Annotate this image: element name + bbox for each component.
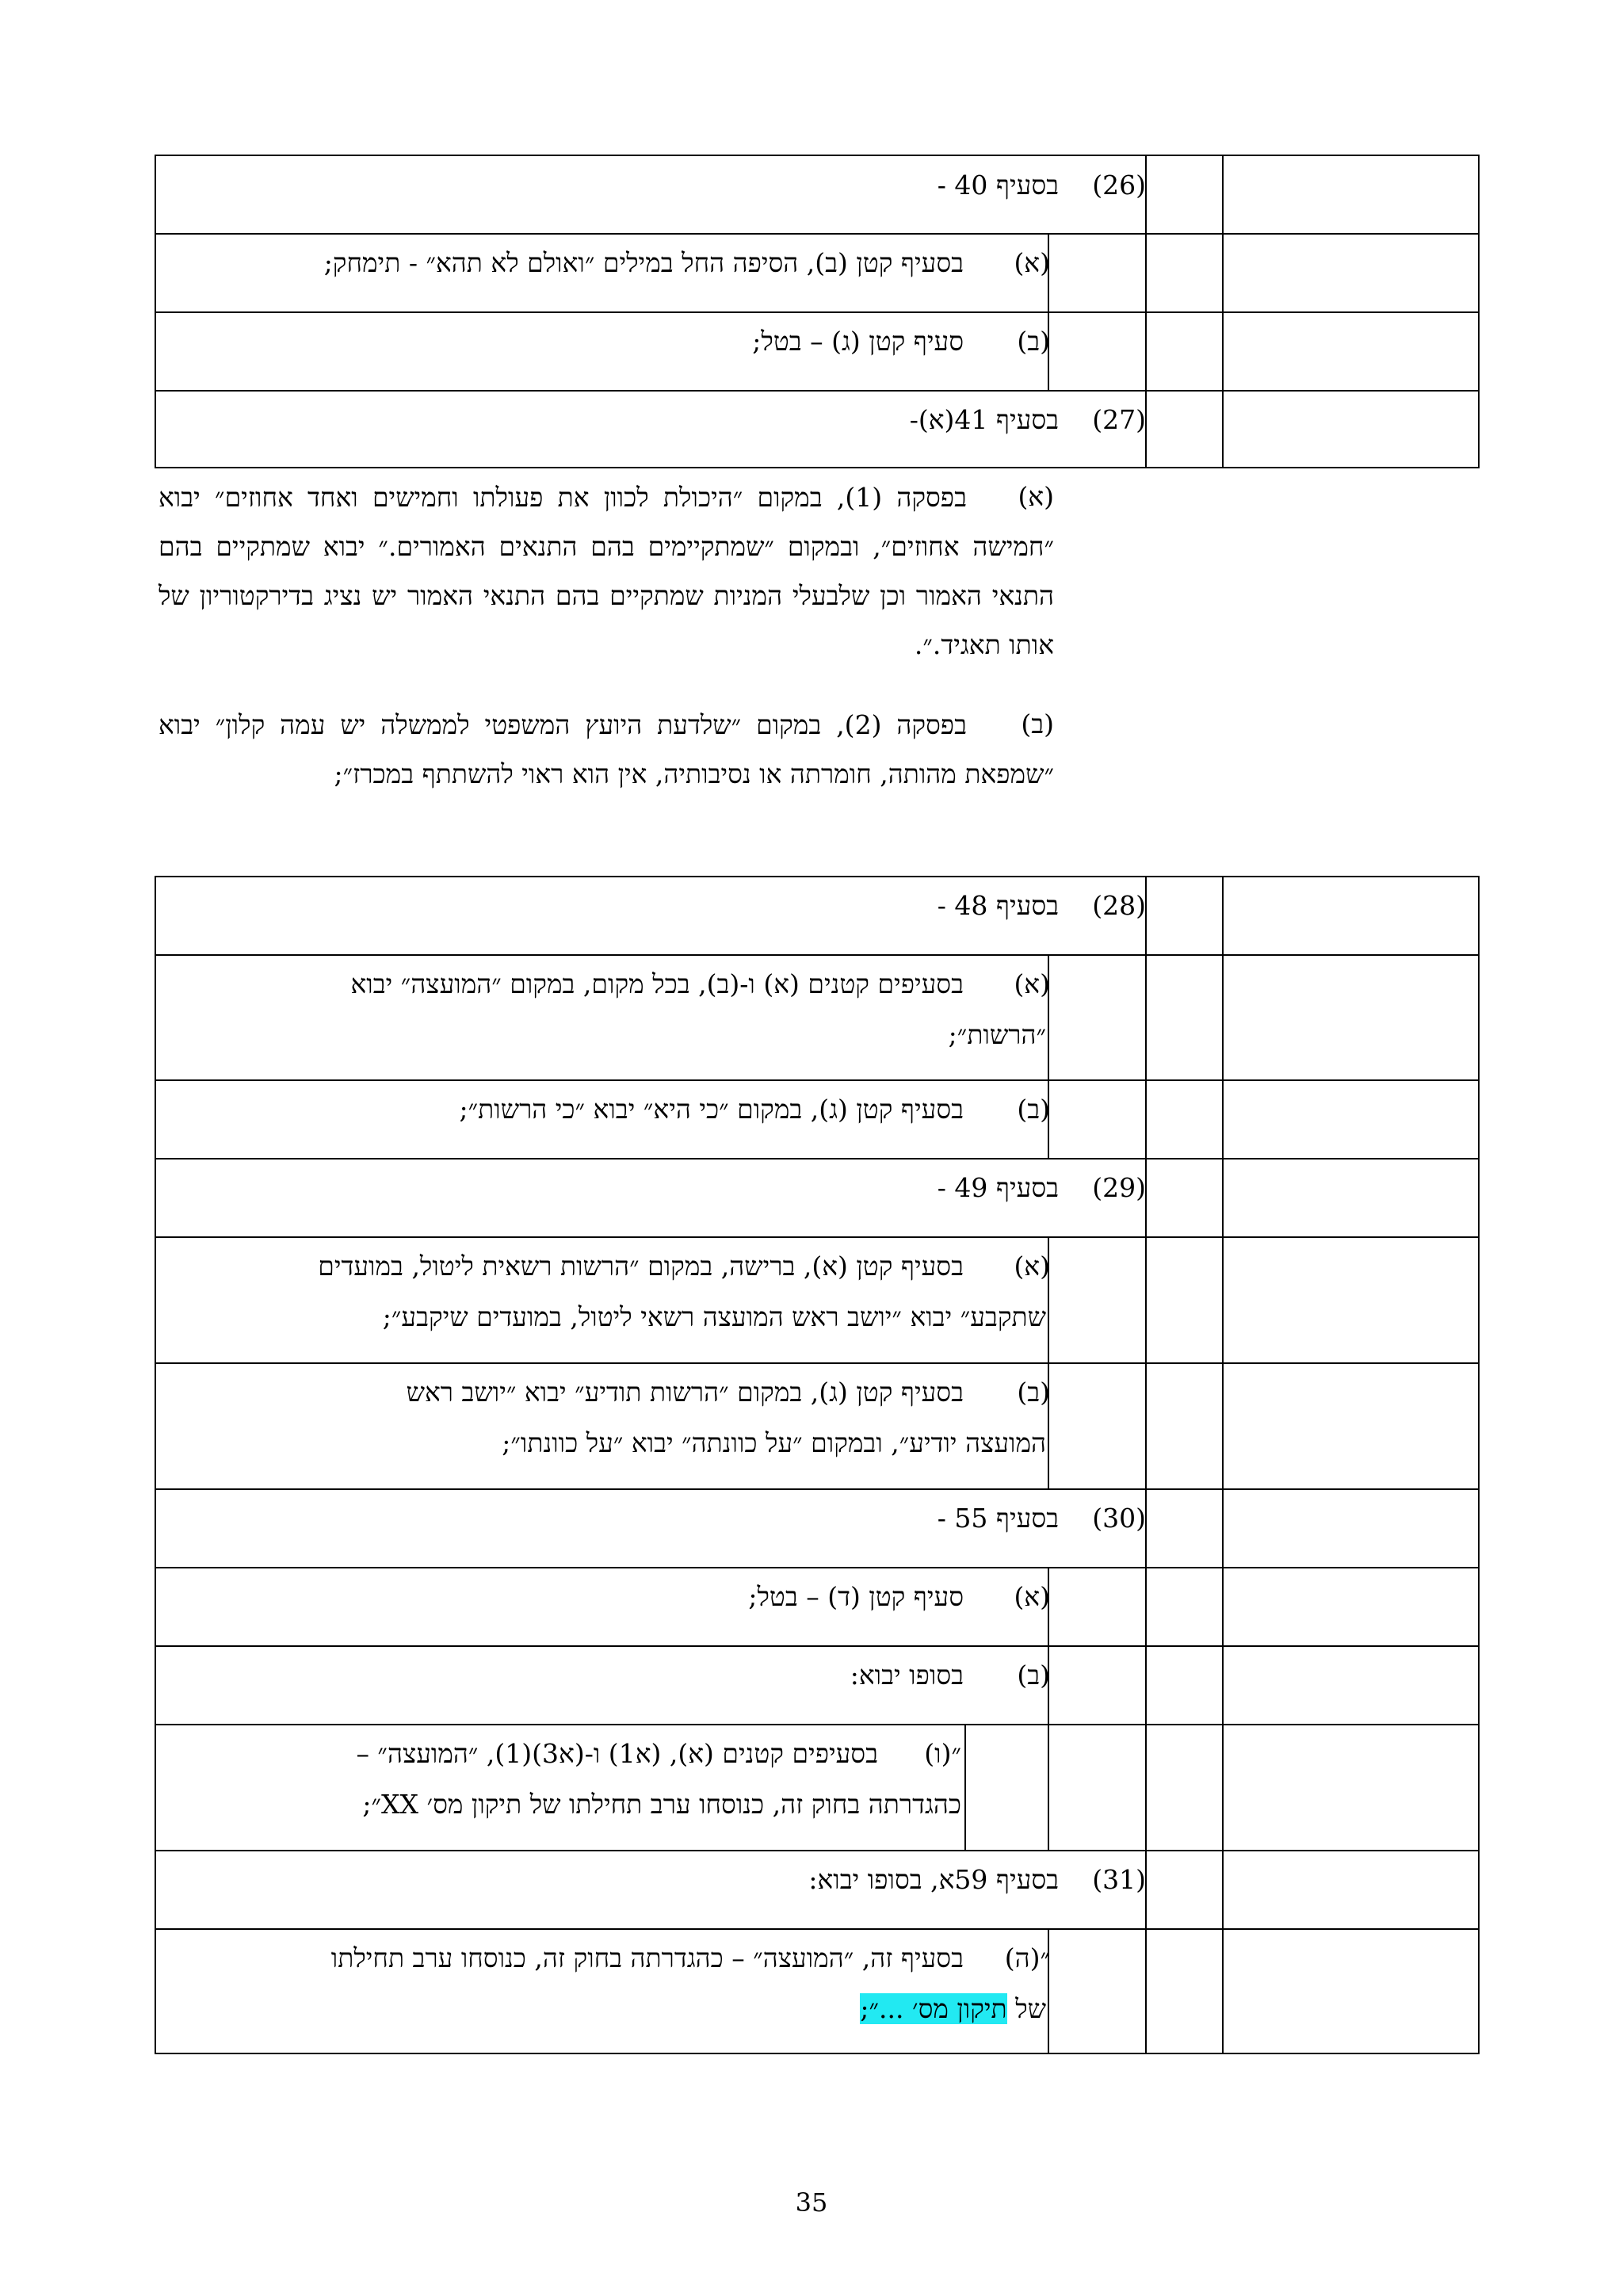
row-text: בסעיף 55 -: [937, 1503, 1059, 1534]
row-number: (א): [1014, 1251, 1050, 1282]
row-text: בסעיפים קטנים (א), (א1) ו-(א3)(1), ״המועצה״ –: [356, 1738, 878, 1769]
paragraph-number: (ב): [1021, 709, 1054, 739]
row-number: (א): [1014, 968, 1050, 999]
row-number: (ב): [1017, 326, 1050, 357]
row-number: (31): [1092, 1864, 1146, 1895]
row-text: בסעיף 40 -: [937, 170, 1059, 201]
row-number: (28): [1092, 890, 1146, 921]
row-text: בסעיף קטן (א), ברישה, במקום ״הרשות רשאית ליטול, במועדים: [318, 1251, 964, 1282]
row-text: בסעיף 59א, בסופו יבוא:: [808, 1864, 1059, 1895]
row-text: שתקבע״ יבוא ״יושב ראש המועצה רשאי ליטול, במועדים שיקבע״;: [382, 1301, 1046, 1332]
row-text: בסעיף קטן (ב), הסיפה החל במילים ״ואולם לא תהא״ - תימחק;: [323, 247, 964, 278]
row-text: סעיף קטן (ד) – בטל;: [748, 1581, 964, 1612]
row-text: [860, 1993, 1046, 2025]
row-number: (ב): [1017, 1094, 1050, 1125]
row-number: (30): [1092, 1503, 1146, 1534]
row-number: (27): [1092, 404, 1146, 435]
paragraph: בפסקה (1), במקום ״היכולת לכוון את פעולתו וחמישים ואחד אחוזים״ יבוא ״חמישה אחוזים״, ובמקום ״שמתקיימים בהם התנאים האמורים.״ יבוא שמתקיים בהם התנאי האמור וכן שלבעלי המניות שמתקיים בהם התנאי האמור יש נציג בדירקטוריון של אותו תאגיד.״.: [158, 482, 1054, 660]
row-text: בסעיף 49 -: [937, 1172, 1059, 1203]
row-number: (ב): [1017, 1377, 1050, 1408]
row-number: (26): [1092, 170, 1146, 201]
row-number: ״(ה): [1004, 1943, 1050, 1973]
row-number: (ב): [1017, 1660, 1050, 1690]
row-text: בסופו יבוא:: [850, 1660, 964, 1690]
row-text: בסעיף קטן (ג), במקום ״הרשות תודיע״ יבוא ״יושב ראש: [406, 1377, 964, 1408]
row-text: ״הרשות״;: [948, 1019, 1046, 1050]
row-text: בסעיפים קטנים (א) ו-(ב), בכל מקום, במקום ״המועצה״ יבוא: [350, 968, 964, 999]
paragraph: בפסקה (2), במקום ״שלדעת היועץ המשפטי לממשלה יש עמה קלון״ יבוא ״שמפאת מהותה, חומרתה או נסיבותיה, אין הוא ראוי להשתתף במכרז״;: [158, 709, 1054, 789]
row-text: כהגדרתה בחוק זה, כנוסחו ערב תחילתו של תיקון מס׳ XX״;: [362, 1789, 961, 1820]
row-text-prefix: של: [1015, 1993, 1046, 2024]
row-text: בסעיף 48 -: [937, 890, 1059, 921]
paragraph-number: (א): [1018, 481, 1054, 512]
row-number: (א): [1014, 1581, 1050, 1612]
row-text: סעיף קטן (ג) – בטל;: [752, 326, 964, 357]
row-text: בסעיף זה, ״המועצה״ – כהגדרתה בחוק זה, כנוסחו ערב תחילתו: [330, 1943, 964, 1973]
row-number: ״(ו): [924, 1738, 961, 1769]
row-text: בסעיף קטן (ג), במקום ״כי היא״ יבוא ״כי הרשות״;: [459, 1094, 964, 1125]
row-text: המועצה יודיע״, ובמקום ״על כוונתה״ יבוא ״על כוונתו״;: [502, 1427, 1046, 1458]
row-text: בסעיף 41(א)-: [909, 404, 1059, 435]
row-number: (א): [1014, 247, 1050, 278]
page-number: 35: [795, 2187, 828, 2218]
row-number: (29): [1092, 1172, 1146, 1203]
highlighted-text: תיקון מס׳ ...״;: [860, 1993, 1007, 2024]
